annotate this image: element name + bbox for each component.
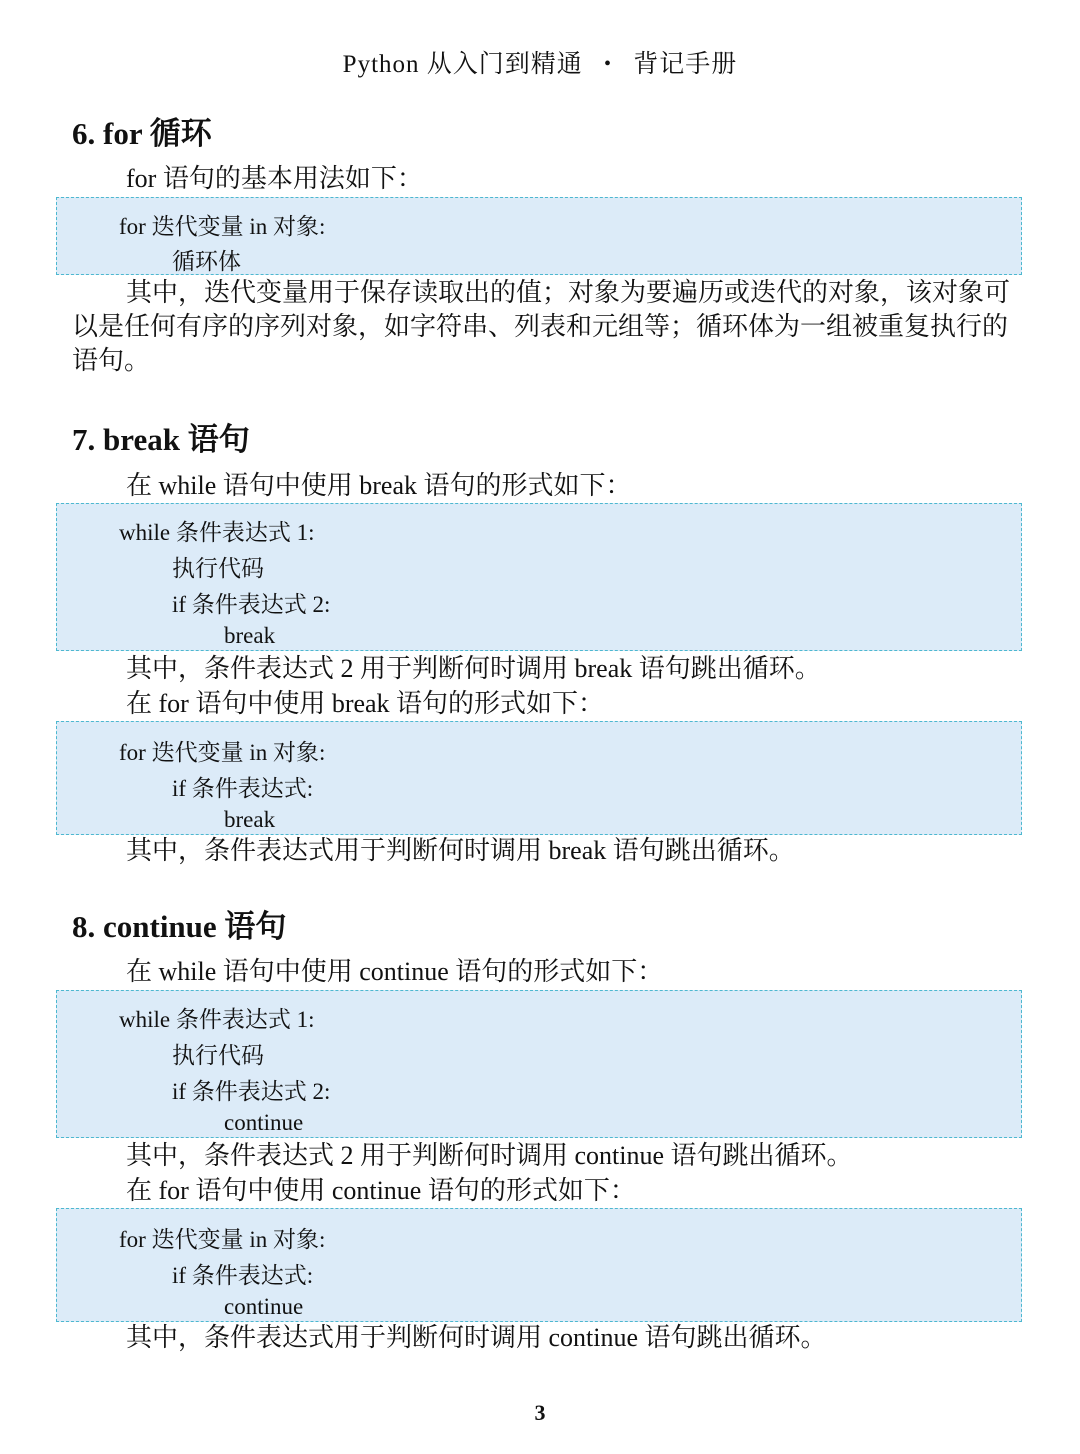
running-header: [0, 44, 1080, 80]
break-for-note: 其中，条件表达式用于判断何时调用 break 语句跳出循环。: [126, 836, 795, 865]
book-title: Python 从入门到精通: [342, 51, 583, 78]
page-number: 3: [534, 1400, 546, 1425]
code-line: 执行代码: [172, 556, 264, 581]
break-while-intro: 在 while 语句中使用 break 语句的形式如下：: [126, 471, 632, 500]
code-block-for: [56, 197, 1022, 275]
continue-for-intro: 在 for 语句中使用 continue 语句的形式如下：: [126, 1176, 636, 1205]
section-title-continue: 8. continue 语句: [72, 909, 287, 944]
section-title-for-loop: 6. for 循环: [72, 116, 212, 151]
code-block-break-for: [56, 721, 1022, 835]
for-intro: for 语句的基本用法如下：: [126, 164, 423, 193]
book-subtitle: 背记手册: [633, 51, 738, 78]
code-line: 执行代码: [172, 1043, 264, 1068]
break-while-note: 其中，条件表达式 2 用于判断何时调用 break 语句跳出循环。: [126, 654, 821, 683]
code-block-continue-for: [56, 1208, 1022, 1322]
code-line: if 条件表达式:: [172, 1263, 314, 1288]
code-line: break: [224, 623, 276, 648]
continue-for-note: 其中，条件表达式用于判断何时调用 continue 语句跳出循环。: [126, 1323, 827, 1352]
code-line: if 条件表达式 2:: [172, 592, 331, 617]
code-line: for 迭代变量 in 对象:: [119, 740, 326, 765]
for-explanation: 其中，迭代变量用于保存读取出的值；对象为要遍历或迭代的对象，该对象可以是任何有序的序列对象，如字符串、列表和元组等；循环体为一组被重复执行的语句。: [72, 278, 1011, 375]
break-for-intro: 在 for 语句中使用 break 语句的形式如下：: [126, 689, 605, 718]
code-block-break-while: [56, 503, 1022, 651]
code-line: if 条件表达式 2:: [172, 1079, 331, 1104]
section-title-break: 7. break 语句: [72, 422, 250, 457]
code-line: if 条件表达式:: [172, 776, 314, 801]
code-line: for 迭代变量 in 对象:: [119, 214, 326, 239]
code-line: break: [224, 807, 276, 832]
continue-while-note: 其中，条件表达式 2 用于判断何时调用 continue 语句跳出循环。: [126, 1141, 853, 1170]
code-block-continue-while: [56, 990, 1022, 1138]
continue-while-intro: 在 while 语句中使用 continue 语句的形式如下：: [126, 957, 664, 986]
code-line: while 条件表达式 1:: [119, 520, 315, 545]
header-separator: •: [604, 53, 613, 75]
code-line: 循环体: [172, 249, 241, 274]
code-line: while 条件表达式 1:: [119, 1007, 315, 1032]
code-line: for 迭代变量 in 对象:: [119, 1227, 326, 1252]
code-line: continue: [224, 1110, 304, 1135]
code-line: continue: [224, 1294, 304, 1319]
